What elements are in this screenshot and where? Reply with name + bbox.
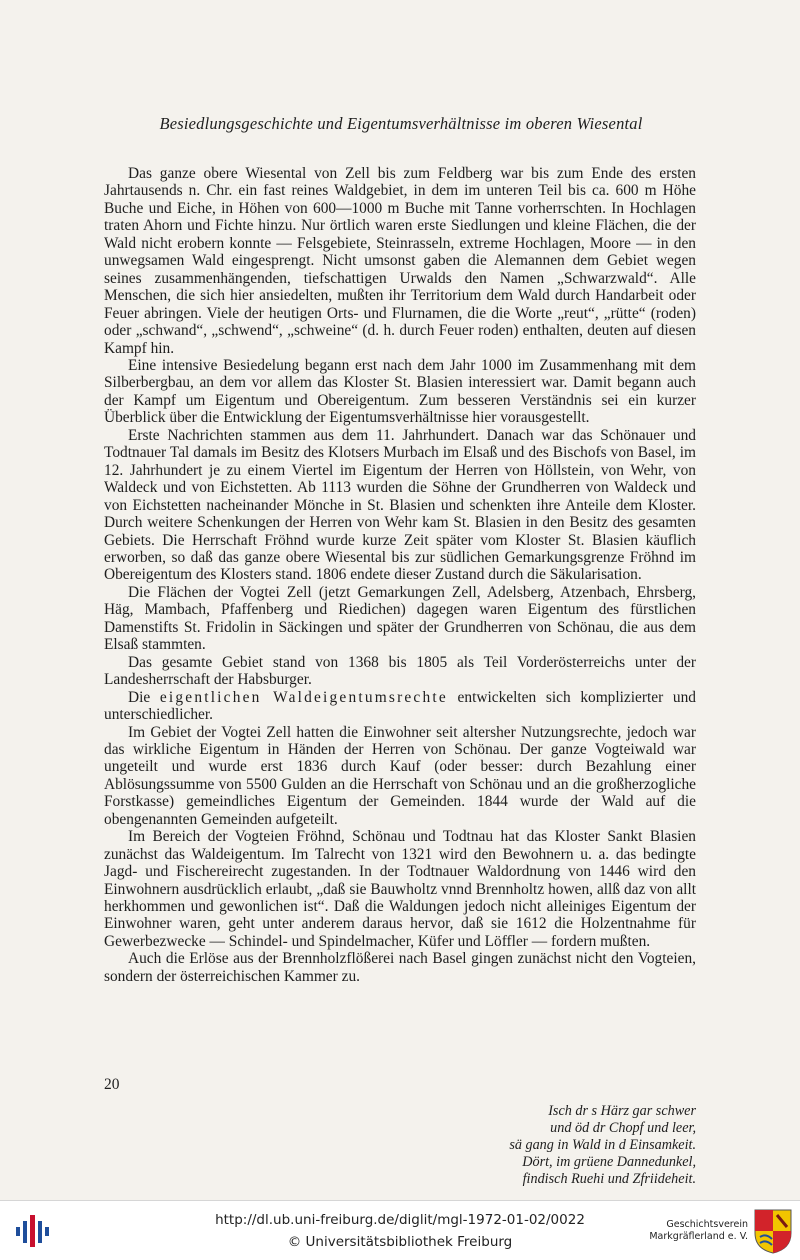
footer-bar xyxy=(0,1200,800,1260)
society-line: Geschichtsverein xyxy=(666,1219,748,1230)
spaced-term: eigentlichen Waldeigentumsrechte xyxy=(159,688,448,706)
poem-line: und öd dr Chopf und leer, xyxy=(550,1120,696,1136)
paragraph: Das ganze obere Wiesental von Zell bis zum Feldberg war bis zum Ende des ersten Jahrtausends n. Chr. ein fast reines Waldgebiet, in dem im unteren Teil bis ca. 600 m Höhe Buche und Eiche, in Höhen von 600—1000 m Buche mit Tanne vorherrschten. In Hochlagen traten Ahorn und Fichte hinzu. Nur örtlich waren erste Siedlungen und kleine Flächen, die der Wald nicht erobern konnte — Felsgebiete, Steinrasseln, extreme Hochlagen, Moore — in den unwegsamen Wald eingesprengt. Nicht umsonst gaben die Alemannen dem Gebiet wegen seines zusammenhängenden, tiefschattigen Urwalds den Namen „Schwarzwald“. Alle Menschen, die sich hier ansiedelten, mußten ihr Territorium dem Wald durch Handarbeit oder Feuer abringen. Viele der heutigen Orts- und Flurnamen, die die Worte „reut“, „rütte“ (roden) oder „schwand“, „schwend“, „schweine“ (d. h. durch Feuer roden) enthalten, deuten auf diesen Kampf hin. xyxy=(104,165,696,357)
footer-society-name[interactable] xyxy=(612,1219,748,1243)
paragraph-lead: Die xyxy=(128,688,160,706)
footer-url-link[interactable]: http://dl.ub.uni-freiburg.de/diglit/mgl-1972-01-02/0022 xyxy=(215,1212,585,1228)
paragraph-spaced-term xyxy=(104,689,696,724)
paragraph: Auch die Erlöse aus der Brennholzflößerei nach Basel gingen zunächst nicht den Vogteien, sondern der österreichischen Kammer zu. xyxy=(104,950,696,985)
ub-freiburg-logo-icon[interactable] xyxy=(14,1211,54,1251)
paragraph: Erste Nachrichten stammen aus dem 11. Jahrhundert. Danach war das Schönauer und Todtnauer Tal damals im Besitz des Klotsers Murbach im Elsaß und des Bischofs von Basel, im 12. Jahrhundert je zu einem Viertel im Eigentum der Herren von Höllstein, von Wehr, von Waldeck und von Eichstetten. Ab 1113 wurden die Söhne der Grundherren von Waldeck und von Eichstetten nacheinander Mönche in St. Blasien und schenkten ihre Anteile dem Kloster. Durch weitere Schenkungen der Herren von Wehr kam St. Blasien in den Besitz des gesamten Gebiets. Die Herrschaft Fröhnd wurde kurze Zeit später vom Kloster St. Blasien käuflich erworben, so daß das ganze obere Wiesental bis zur südlichen Gemarkungsgrenze Fröhnd im Obereigentum des Klosters stand. 1806 endete dieser Zustand durch die Säkularisation. xyxy=(104,426,696,584)
paragraph: Im Bereich der Vogteien Fröhnd, Schönau und Todtnau hat das Kloster Sankt Blasien zunächst das Waldeigentum. Im Talrecht von 1321 wird den Bewohnern u. a. das bedingte Jagd- und Fischereirecht zugestanden. In der Todtnauer Waldordnung von 1446 wird den Einwohnern ausdrücklich erlaubt, „daß sie Bauwholtz vnnd Brennholtz howen, allß daz von allt herkhommen und gewonlichen ist“. Daß die Waldungen jedoch nicht alleiniges Eigentum der Einwohner waren, geht unter anderem daraus hervor, daß sie 1612 die Holzentnahme für Gewerbezwecke — Schindel- und Spindelmacher, Küfer und Löffler — fordern mußten. xyxy=(104,828,696,950)
paragraph-rest: entwickelten sich komplizierter und unterschiedlicher. xyxy=(104,688,696,724)
page-number: 20 xyxy=(104,1076,120,1093)
society-line: Markgräflerland e. V. xyxy=(649,1231,748,1242)
paragraph: Eine intensive Besiedelung begann erst nach dem Jahr 1000 im Zusammenhang mit dem Silberbergbau, an dem vor allem das Kloster St. Blasien interessiert war. Damit begann auch der Kampf um Eigentum und Obereigentum. Zum besseren Verständnis sei ein kurzer Überblick über die Entwicklung der Eigentumsverhältnisse hier vorausgestellt. xyxy=(104,356,696,427)
poem-line: sä gang in Wald in d Einsamkeit. xyxy=(509,1137,696,1153)
paragraph: Das gesamte Gebiet stand von 1368 bis 1805 als Teil Vorderösterreichs unter der Landesherrschaft der Habsburger. xyxy=(104,653,696,689)
footer-copyright: © Universitätsbibliothek Freiburg xyxy=(287,1234,513,1250)
coat-of-arms-icon[interactable] xyxy=(752,1207,794,1255)
poem-line: Isch dr s Härz gar schwer xyxy=(548,1103,696,1119)
paragraph: Die Flächen der Vogtei Zell (jetzt Gemarkungen Zell, Adelsberg, Atzenbach, Ehrsberg, Häg, Mambach, Pfaffenberg und Riedichen) dagegen waren Eigentum des fürstlichen Damenstifts St. Fridolin in Säckingen und später der Grundherren von Schönau, die aus dem Elsaß stammten. xyxy=(104,583,696,654)
running-head: Besiedlungsgeschichte und Eigentumsverhältnisse im oberen Wiesental xyxy=(159,114,643,133)
poem-line: Dört, im grüene Dannedunkel, xyxy=(522,1154,696,1170)
body-text xyxy=(104,165,696,985)
paragraph: Im Gebiet der Vogtei Zell hatten die Einwohner seit altersher Nutzungsrechte, jedoch war das wirkliche Eigentum in Händen der Herren von Schönau. Der ganze Vogteiwald war ungeteilt und wurde erst 1836 durch Kauf (oder besser: durch Bezahlung einer Ablösungssumme von 5500 Gulden an die Herrschaft von Schönau und an die großherzogliche Forstkasse) gemeindliches Eigentum der Gemeinden. 1844 wurde der Wald auf die obengenannten Gemeinden aufgeteilt. xyxy=(104,723,696,828)
poem xyxy=(376,1103,696,1188)
poem-line: findisch Ruehi und Zfriideheit. xyxy=(522,1171,696,1187)
